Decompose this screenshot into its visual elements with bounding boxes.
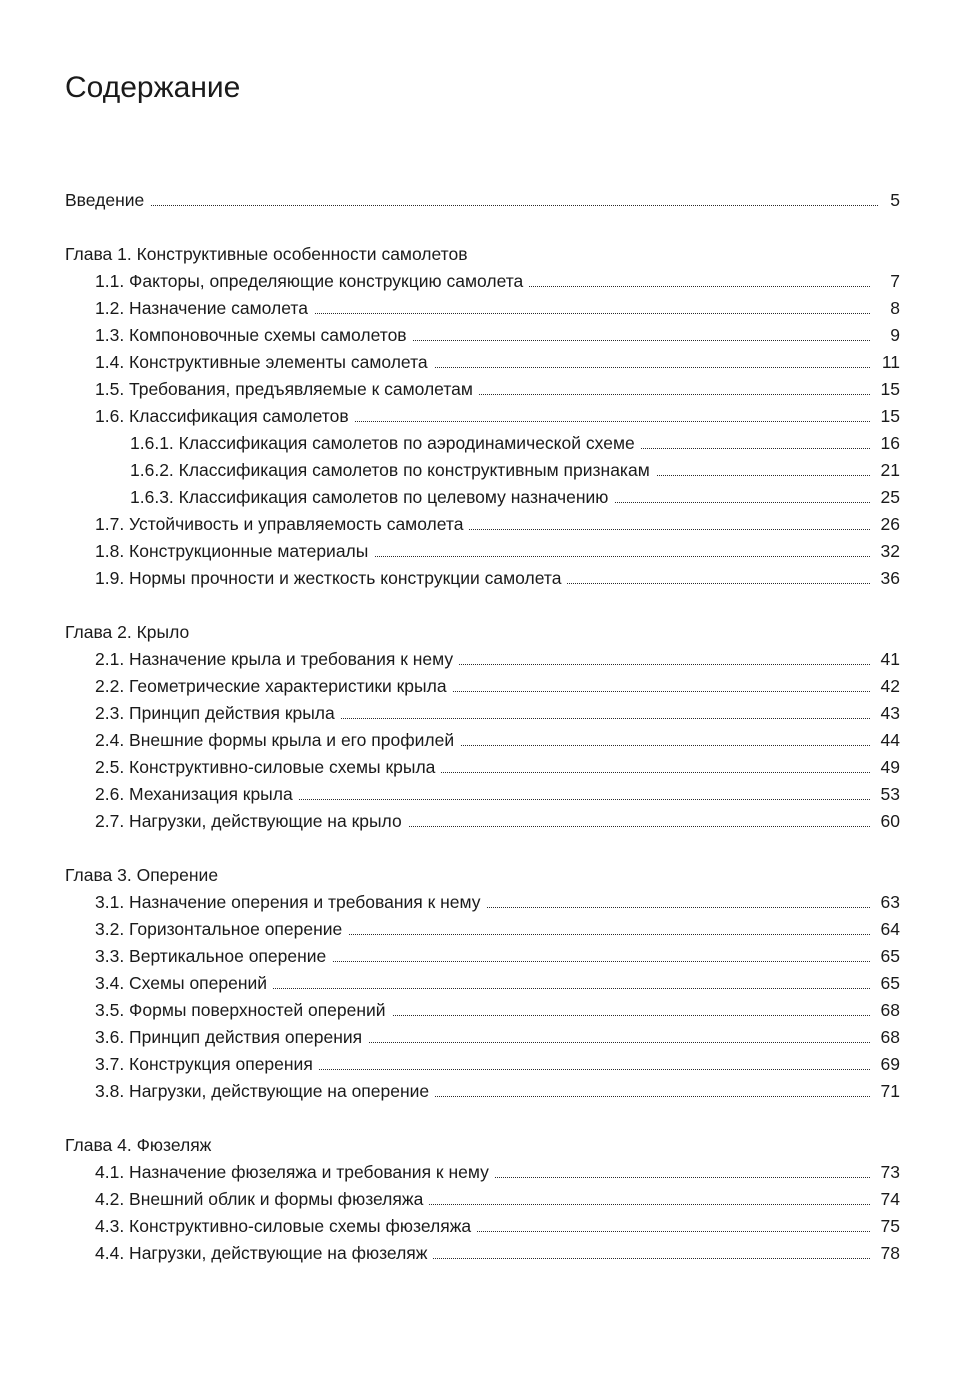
toc-entry-title: 2.4. Внешние формы крыла и его профилей xyxy=(95,727,460,754)
toc-entry xyxy=(0,1213,976,1240)
toc-page-number: 63 xyxy=(880,892,900,912)
toc-entry xyxy=(0,457,976,484)
toc-entry-title: 3.6. Принцип действия оперения xyxy=(95,1024,368,1051)
toc-page-number: 73 xyxy=(880,1162,900,1182)
toc-entry xyxy=(0,727,976,754)
toc-page-number: 75 xyxy=(880,1216,900,1236)
toc-entry-title: 1.9. Нормы прочности и жесткость конструкции самолета xyxy=(95,565,567,592)
toc-page-number: 65 xyxy=(880,973,900,993)
toc-entry-title: 3.2. Горизонтальное оперение xyxy=(95,916,348,943)
toc-entry xyxy=(0,754,976,781)
toc-entry-title: 3.3. Вертикальное оперение xyxy=(95,943,332,970)
toc-entry xyxy=(0,1024,976,1051)
toc-page-number: 5 xyxy=(890,190,900,210)
toc-entry-title: 2.6. Механизация крыла xyxy=(95,781,299,808)
toc-entry xyxy=(0,781,976,808)
toc-page-number: 16 xyxy=(880,433,900,453)
toc-entry xyxy=(0,889,976,916)
toc-entry-title: Глава 4. Фюзеляж xyxy=(65,1132,211,1159)
toc-entry xyxy=(0,1240,976,1267)
toc-entry xyxy=(0,376,976,403)
toc-entry-title: 4.2. Внешний облик и формы фюзеляжа xyxy=(95,1186,429,1213)
toc-page-number: 8 xyxy=(890,298,900,318)
toc-page-number: 60 xyxy=(880,811,900,831)
toc-entry xyxy=(0,970,976,997)
toc-entry-title: 3.8. Нагрузки, действующие на оперение xyxy=(95,1078,435,1105)
toc-entry-title: 1.6. Классификация самолетов xyxy=(95,403,355,430)
toc-entry-title: 4.4. Нагрузки, действующие на фюзеляж xyxy=(95,1240,433,1267)
toc-entry-title: 1.7. Устойчивость и управляемость самолета xyxy=(95,511,469,538)
toc-entry-title: 2.2. Геометрические характеристики крыла xyxy=(95,673,453,700)
toc-page-number: 74 xyxy=(880,1189,900,1209)
toc-page-number: 53 xyxy=(880,784,900,804)
toc-page-number: 15 xyxy=(880,406,900,426)
page-title: Содержание xyxy=(65,71,241,104)
toc-page-number: 32 xyxy=(880,541,900,561)
toc-entry-title: 1.6.2. Классификация самолетов по конструктивным признакам xyxy=(130,457,656,484)
toc-page-number: 78 xyxy=(880,1243,900,1263)
toc-page-number: 71 xyxy=(880,1081,900,1101)
toc-entry-title: 1.6.1. Классификация самолетов по аэродинамической схеме xyxy=(130,430,641,457)
toc-page-number: 44 xyxy=(880,730,900,750)
toc-entry xyxy=(0,1159,976,1186)
toc-chapter-heading xyxy=(0,619,976,646)
toc-page-number: 49 xyxy=(880,757,900,777)
toc-page-number: 7 xyxy=(890,271,900,291)
toc-page-number: 42 xyxy=(880,676,900,696)
toc-page-number: 69 xyxy=(880,1054,900,1074)
toc-entry xyxy=(0,430,976,457)
toc-entry xyxy=(0,403,976,430)
toc-entry-title: Глава 1. Конструктивные особенности самолетов xyxy=(65,241,468,268)
toc-page-number: 68 xyxy=(880,1027,900,1047)
toc-entry xyxy=(0,565,976,592)
toc-entry xyxy=(0,1051,976,1078)
toc-page-number: 64 xyxy=(880,919,900,939)
toc-page-number: 11 xyxy=(881,352,900,372)
toc-page-number: 15 xyxy=(880,379,900,399)
toc-entry-title: 4.1. Назначение фюзеляжа и требования к нему xyxy=(95,1159,495,1186)
toc-entry xyxy=(0,646,976,673)
toc-entry-title: 1.8. Конструкционные материалы xyxy=(95,538,374,565)
toc-entry-title: Глава 2. Крыло xyxy=(65,619,189,646)
toc-entry-title: 1.6.3. Классификация самолетов по целевому назначению xyxy=(130,484,614,511)
toc-entry-title: 1.5. Требования, предъявляемые к самолетам xyxy=(95,376,479,403)
toc-page-number: 26 xyxy=(880,514,900,534)
toc-entry-title: 3.5. Формы поверхностей оперений xyxy=(95,997,392,1024)
toc-page-number: 25 xyxy=(880,487,900,507)
toc-entry-title: Введение xyxy=(65,187,150,214)
toc-entry-title: 2.3. Принцип действия крыла xyxy=(95,700,341,727)
toc-page-number: 68 xyxy=(880,1000,900,1020)
toc-entry xyxy=(0,1186,976,1213)
toc-entry xyxy=(0,538,976,565)
toc-entry-title: 1.2. Назначение самолета xyxy=(95,295,314,322)
toc-entry xyxy=(0,322,976,349)
toc-entry xyxy=(0,187,976,214)
toc-entry xyxy=(0,673,976,700)
toc-entry-title: 3.1. Назначение оперения и требования к нему xyxy=(95,889,487,916)
toc-entry xyxy=(0,268,976,295)
toc-entry xyxy=(0,943,976,970)
toc-page-number: 21 xyxy=(880,460,900,480)
toc-entry xyxy=(0,916,976,943)
toc-entry-title: 3.4. Схемы оперений xyxy=(95,970,273,997)
toc-entry-title: 3.7. Конструкция оперения xyxy=(95,1051,319,1078)
toc-entry-title: Глава 3. Оперение xyxy=(65,862,218,889)
toc-entry xyxy=(0,808,976,835)
toc-entry-title: 2.5. Конструктивно-силовые схемы крыла xyxy=(95,754,441,781)
toc-page-number: 9 xyxy=(890,325,900,345)
toc-entry-title: 1.4. Конструктивные элементы самолета xyxy=(95,349,434,376)
toc-page-number: 36 xyxy=(880,568,900,588)
toc-entry-title: 2.1. Назначение крыла и требования к нему xyxy=(95,646,459,673)
toc-entry xyxy=(0,511,976,538)
toc-chapter-heading xyxy=(0,241,976,268)
toc-entry-title: 1.3. Компоновочные схемы самолетов xyxy=(95,322,413,349)
toc-entry xyxy=(0,1078,976,1105)
toc-dot-leader xyxy=(85,205,878,206)
toc-chapter-heading xyxy=(0,862,976,889)
toc-chapter-heading xyxy=(0,1132,976,1159)
toc-page-number: 65 xyxy=(880,946,900,966)
toc-entry xyxy=(0,700,976,727)
toc-entry xyxy=(0,349,976,376)
toc-entry-title: 2.7. Нагрузки, действующие на крыло xyxy=(95,808,408,835)
toc-entry xyxy=(0,484,976,511)
toc-entry-title: 4.3. Конструктивно-силовые схемы фюзеляжа xyxy=(95,1213,477,1240)
toc-entry xyxy=(0,997,976,1024)
toc-page-number: 43 xyxy=(880,703,900,723)
toc-entry-title: 1.1. Факторы, определяющие конструкцию самолета xyxy=(95,268,529,295)
toc-page-number: 41 xyxy=(880,649,900,669)
toc-entry xyxy=(0,295,976,322)
